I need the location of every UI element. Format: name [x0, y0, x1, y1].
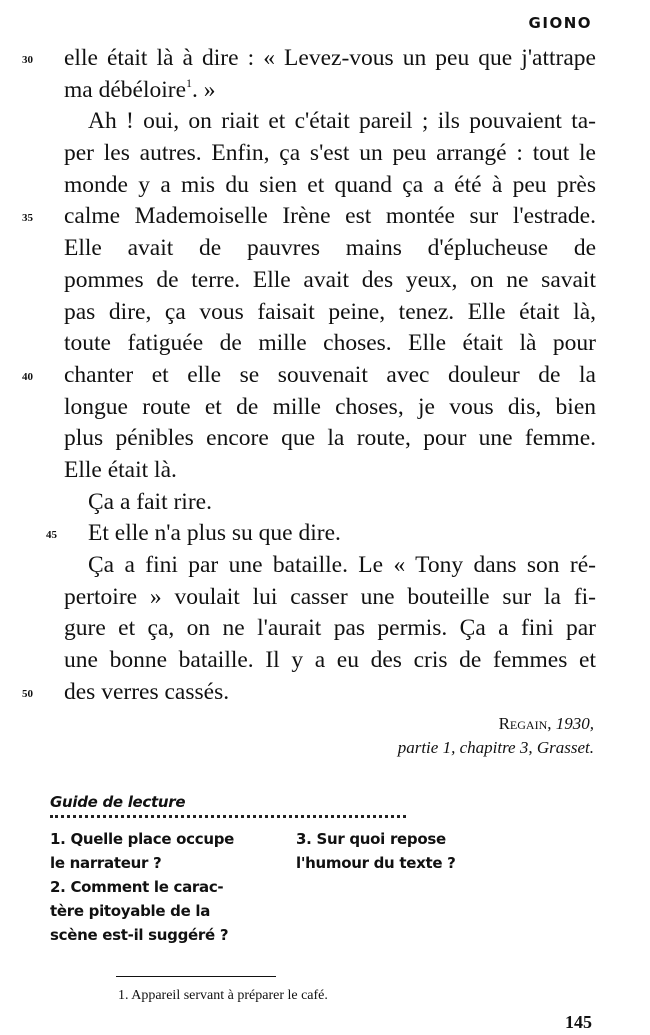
line-number: 50: [22, 687, 33, 700]
line-number: 45: [46, 529, 57, 542]
source-citation: [398, 712, 594, 760]
guide-title: Guide de lecture: [50, 793, 186, 811]
question-1-line-1: 1. Quelle place occupe: [50, 830, 235, 848]
footnote: 1. Appareil servant à préparer le café.: [118, 988, 328, 1003]
text-line: Ah ! oui, on riait et c'était pareil ; ils pouvaient ta-: [88, 108, 596, 135]
text-line: une bonne bataille. Il y a eu des cris de femmes et: [64, 647, 596, 674]
text-line: Ça a fini par une bataille. Le « Tony dans son ré-: [88, 552, 596, 578]
page-number: 145: [565, 1012, 592, 1032]
text-line: Elle était là.: [64, 456, 177, 483]
dotted-divider: [50, 815, 406, 821]
text-line: Elle avait de pauvres mains d'éplucheuse de: [64, 235, 596, 262]
text-line: per les autres. Enfin, ça s'est un peu arrangé : tout le: [64, 140, 596, 167]
text-line: 35 calme Mademoiselle Irène est montée sur l'estrade.: [64, 201, 596, 233]
running-header-author: GIONO: [528, 14, 592, 32]
text-line: gure et ça, on ne l'aurait pas permis. Ça a fini par: [64, 615, 596, 642]
question-1-line-2: le narrateur ?: [50, 854, 162, 872]
main-text: [22, 43, 596, 708]
text-line: 40 chanter et elle se souvenait avec douleur de la: [64, 360, 596, 392]
guide-column-left: [50, 827, 270, 947]
question-3-line-1: 3. Sur quoi repose: [296, 830, 446, 848]
text-line: toute fatiguée de mille choses. Elle était là pour: [64, 330, 596, 357]
text-line: 50 des verres cassés.: [64, 677, 596, 709]
question-2-line-2: tère pitoyable de la: [50, 902, 211, 920]
text-line: 45 Et elle n'a plus su que dire.: [64, 518, 596, 550]
text-line: pas dire, ça vous faisait peine, tenez. Elle était là,: [64, 298, 596, 325]
text-line: monde y a mis du sien et quand ça a été à peu près: [64, 171, 596, 198]
source-details: partie 1, chapitre 3, Grasset.: [397, 738, 594, 757]
line-number: 40: [22, 370, 33, 383]
text-line: longue route et de mille choses, je vous dis, bien: [64, 393, 596, 420]
source-year: 1930,: [555, 714, 594, 733]
text-line: Ça a fait rire.: [88, 488, 212, 515]
footnote-divider: [116, 976, 276, 977]
text-line: 30 elle était là à dire : « Levez-vous un peu que j'attrape: [64, 43, 596, 75]
question-2-line-3: scène est-il suggéré ?: [50, 926, 229, 944]
text-line: plus pénibles encore que la route, pour une femme.: [64, 425, 596, 452]
text-line: pertoire » voulait lui casser une bouteille sur la fi-: [64, 583, 596, 610]
source-title: Regain,: [498, 714, 552, 733]
footnote-ref: 1: [186, 75, 193, 90]
text-line: pommes de terre. Elle avait des yeux, on ne savait: [64, 266, 596, 293]
text-line: ma débéloire$^1$. »: [64, 75, 216, 103]
question-2-line-1: 2. Comment le carac-: [50, 878, 224, 896]
guide-column-right: [296, 827, 516, 875]
question-3-line-2: l'humour du texte ?: [296, 854, 456, 872]
reading-guide: [50, 793, 470, 944]
line-number: 30: [22, 54, 33, 66]
line-number: 35: [22, 212, 33, 225]
